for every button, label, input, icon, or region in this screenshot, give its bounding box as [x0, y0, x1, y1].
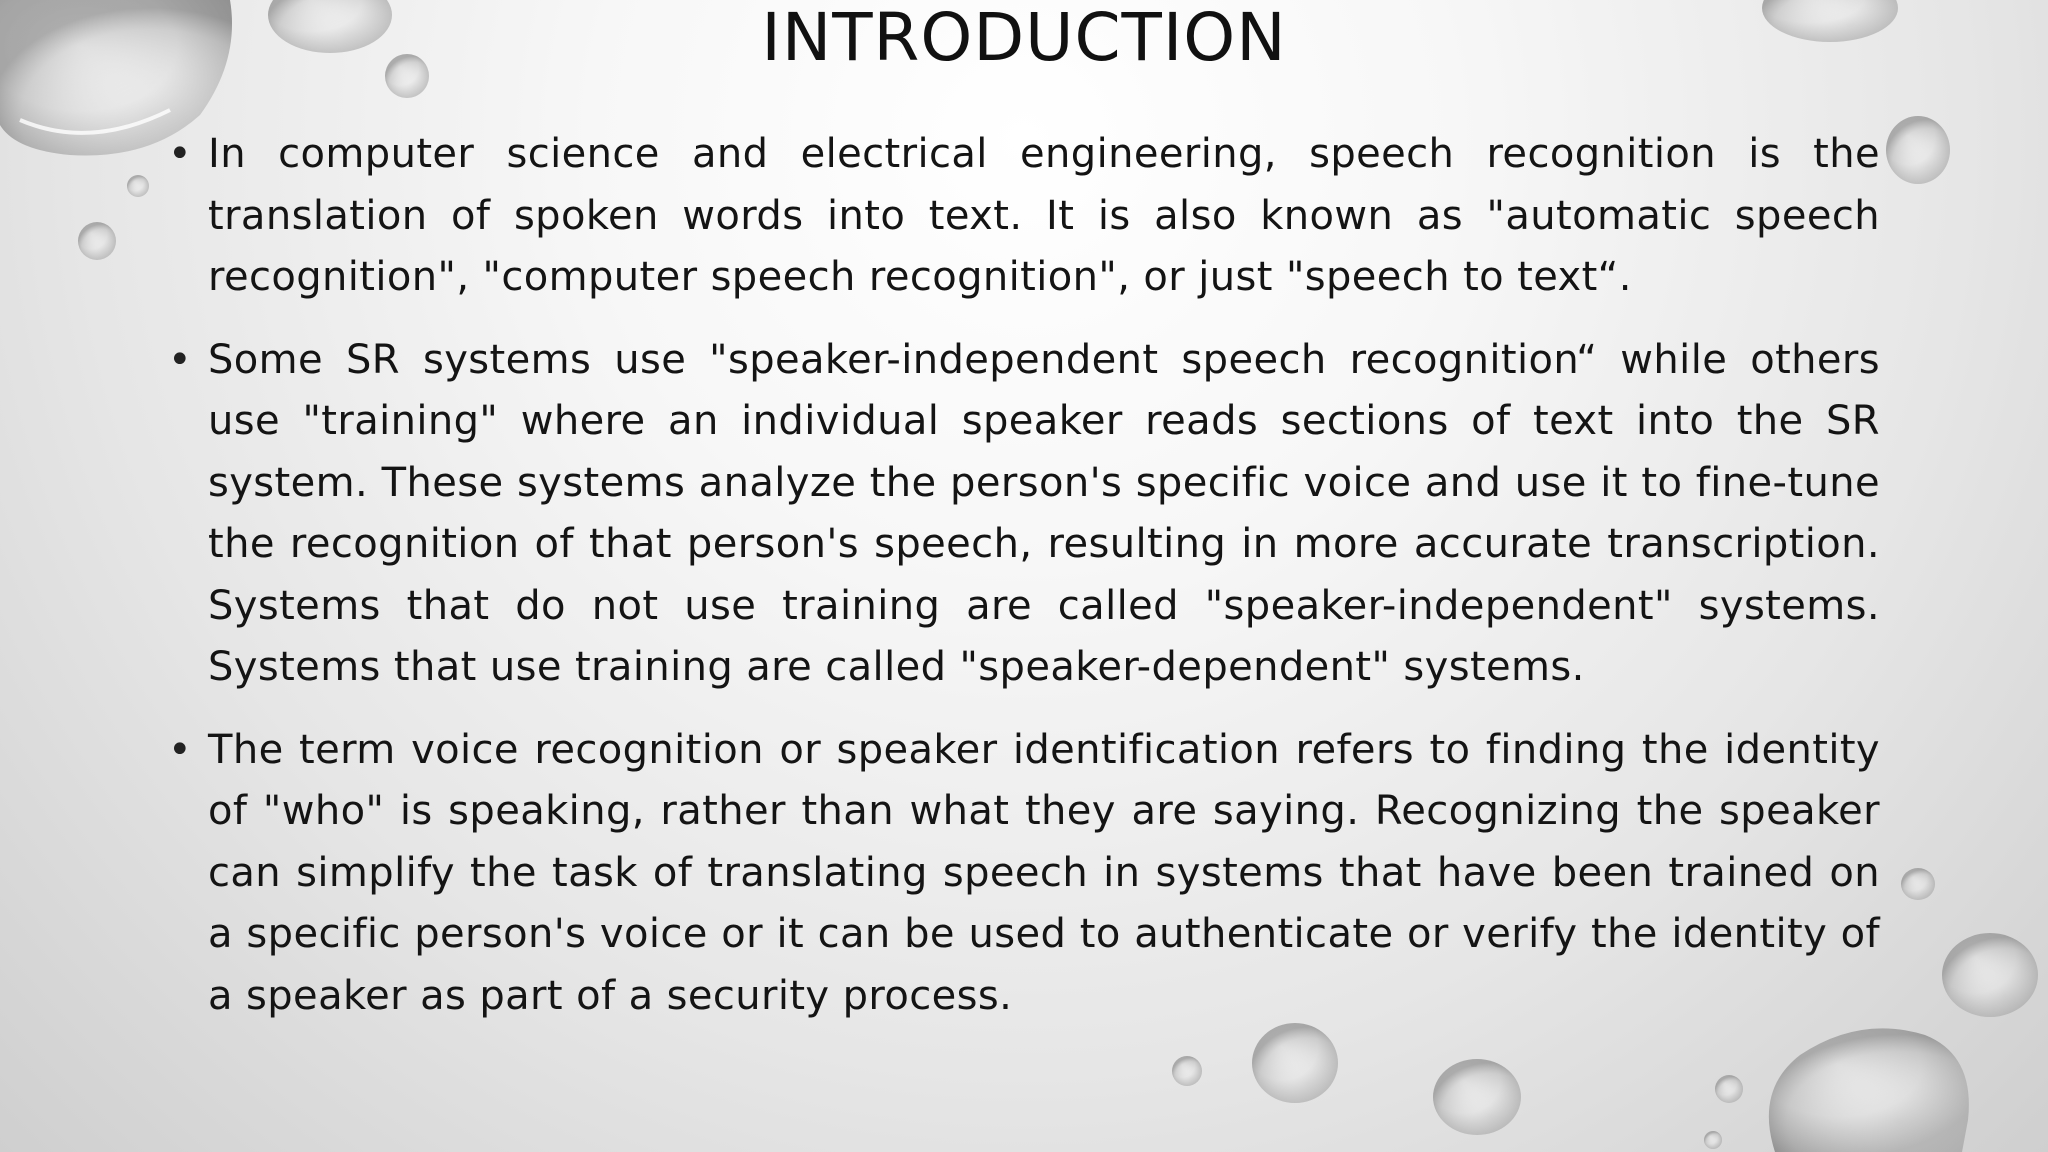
bullet-text: The term voice recognition or speaker identification refers to finding the identity of "who" is speaking, rather than what they are saying. Recognizing the speaker can simplify the task of translating speech in systems that have been trained on a specific person's voice or it can be used to authenticate or verify the identity of a speaker as part of a security process. [208, 726, 1880, 1019]
bullet-marker: • [168, 336, 192, 383]
bullet-list [160, 124, 1880, 1048]
droplet-bottom-3 [1433, 1059, 1521, 1135]
slide-title: INTRODUCTION [761, 0, 1287, 76]
bullet-item [160, 124, 1880, 309]
droplet-right-lower [1942, 933, 2038, 1017]
bullet-item [160, 330, 1880, 699]
droplet-bottom-4 [1715, 1075, 1743, 1103]
droplet-small-2 [127, 175, 149, 197]
droplet-bottom-1 [1172, 1056, 1202, 1086]
droplet-small-3 [78, 222, 116, 260]
bullet-marker: • [168, 131, 192, 177]
bullet-item [160, 720, 1880, 1028]
bullet-text: In computer science and electrical engineering, speech recognition is the translation of spoken words into text. It is also known as "automatic speech recognition", "computer speech recognition", or just "speech to text“. [208, 131, 1880, 300]
droplet-right-middle [1901, 868, 1935, 900]
droplet-right-upper [1886, 116, 1950, 184]
droplet-bottom-5 [1704, 1131, 1722, 1149]
bullet-text: Some SR systems use "speaker-independent speech recognition“ while others use "training" where an individual speaker reads sections of text into the SR system. These systems analyze the person's specific voice and use it to fine-tune the recognition of that person's speech, resulting in more accurate transcription. Systems that do not use training are called "speaker-independent" systems. Systems that use training are called "speaker-dependent" systems. [208, 336, 1880, 690]
bullet-marker: • [168, 726, 192, 773]
